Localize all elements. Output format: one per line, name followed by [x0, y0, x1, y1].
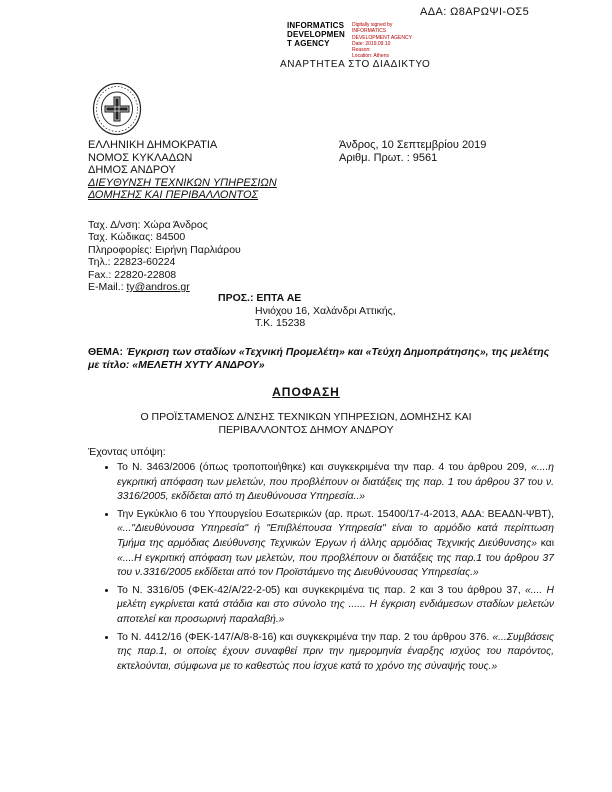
bullet-text-segment: Το Ν. 4412/16 (ΦΕΚ-147/Α/8-8-16) και συγκεκριμένα την παρ. 2 του άρθρου 376.	[117, 631, 493, 643]
legal-basis-section	[104, 461, 554, 677]
list-item	[117, 461, 554, 505]
decision-issuer-heading	[0, 411, 612, 436]
legal-basis-list	[104, 461, 554, 674]
place-date: Άνδρος, 10 Σεπτεμβρίου 2019	[339, 139, 487, 151]
stamp-signature-line: Date: 2019.09.10	[352, 40, 391, 47]
recipient-address-line: Τ.Κ. 15238	[255, 317, 306, 330]
contact-line: Πληροφορίες: Ειρήνη Παρλιάρου	[88, 243, 241, 256]
contact-details-block	[88, 219, 241, 293]
date-protocol-block	[339, 139, 486, 165]
contact-line: Τηλ.: 22823-60224	[88, 256, 176, 269]
authority-line: ΔΗΜΟΣ ΑΝΔΡΟΥ	[88, 164, 176, 177]
issuing-authority-block	[88, 139, 277, 202]
bullet-text-segment: Το Ν. 3316/05 (ΦΕΚ-42/Α/22-2-05) και συγκεκριμένα τις παρ. 2 και 3 του άρθρου 37,	[117, 584, 526, 596]
stamp-agency-line: DEVELOPMEN	[287, 29, 346, 39]
bullet-text-segment: «....Η εγκριτική απόφαση των μελετών, που προβλέπουν οι διατάξεις της παρ.1 του άρθρου 37 του ν.3316/2005 εκδίδεται από τον Προϊστάμενο της Διευθύνουσας Υπηρεσίας.»	[117, 552, 554, 579]
bullet-text-segment: «.... Η μελέτη εγκρίνεται κατά στάδια και στο σύνολο της ...... Η έγκριση ενδιάμεσων σταδίων μελετών αποτελεί και προσωρινή παραλαβή.»	[117, 584, 554, 625]
recipient-header	[218, 292, 396, 305]
list-item	[117, 508, 554, 581]
email-link[interactable]: ty@andros.gr	[126, 281, 190, 294]
bullet-text-segment: Το Ν. 3463/2006 (όπως τροποποιήθηκε) και συγκεκριμένα την παρ. 4 του άρθρου 209,	[117, 462, 532, 473]
bullet-text-segment: και	[540, 537, 554, 549]
bullet-text-segment: «...Συμβάσεις της παρ.1, οι οποίες έχουν συναφθεί πριν την ημερομηνία έναρξης ισχύος του παρόντος, εκτελούνται, σύμφωνα με το καθεστώς που ίσχυε κατά το χρόνο της σύναψής τους.»	[117, 631, 554, 672]
authority-line: ΝΟΜΟΣ ΚΥΚΛΑΔΩΝ	[88, 151, 193, 164]
stamp-signature-line: Location: Athens	[352, 53, 389, 60]
decision-title-text: ΑΠΟΦΑΣΗ	[272, 385, 340, 399]
greek-municipality-emblem-icon	[92, 82, 142, 136]
web-posting-notice: ΑΝΑΡΤΗΤΕΑ ΣΤΟ ΔΙΑΔΙΚΤΥΟ	[280, 59, 431, 70]
decision-title	[0, 385, 612, 399]
issuer-line: ΠΕΡΙΒΑΛΛΟΝΤΟΣ ΔΗΜΟΥ ΑΝΔΡΟΥ	[218, 423, 394, 436]
contact-line: Fax.: 22820-22808	[88, 268, 177, 281]
stamp-agency-line: T AGENCY	[287, 38, 330, 48]
authority-line: ΕΛΛΗΝΙΚΗ ΔΗΜΟΚΡΑΤΙΑ	[88, 139, 218, 151]
preamble-text: Έχοντας υπόψη:	[88, 446, 166, 458]
contact-line: Ταχ. Κώδικας: 84500	[88, 231, 186, 244]
stamp-signature-line: DEVELOPMENT AGENCY	[352, 34, 412, 41]
list-item	[117, 631, 554, 675]
recipient-name: ΕΠΤΑ ΑΕ	[256, 292, 302, 304]
stamp-signature-line: Reason:	[352, 47, 371, 53]
contact-line: Ταχ. Δ/νση: Χώρα Άνδρος	[88, 219, 208, 231]
email-label: E-Mail.:	[88, 281, 127, 294]
stamp-agency-line: INFORMATICS	[287, 21, 345, 30]
recipient-address-line: Ηνιόχου 16, Χαλάνδρι Αττικής,	[255, 304, 396, 317]
issuer-line: Ο ΠΡΟΪΣΤΑΜΕΝΟΣ Δ/ΝΣΗΣ ΤΕΧΝΙΚΩΝ ΥΠΗΡΕΣΙΩΝ, ΔΟΜΗΣΗΣ ΚΑΙ	[140, 411, 472, 423]
subject-label: ΘΕΜΑ:	[88, 346, 126, 358]
subject-block	[88, 346, 552, 372]
department-line: ΔΙΕΥΘΥΝΣΗ ΤΕΧΝΙΚΩΝ ΥΠΗΡΕΣΙΩΝ	[88, 176, 277, 189]
bullet-text-segment: «....η εγκριτική απόφαση των μελετών, που προβλέπουν οι διατάξεις της παρ. 1 του άρθρου 37 του ν. 3316/2005, εκδίδεται από τη Διευθύνουσα Υπηρεσία..»	[117, 462, 554, 503]
bullet-text-segment: «..."Διευθύνουσα Υπηρεσία" ή "Επιβλέπουσα Υπηρεσία" είναι το αρμόδιο κατά περίπτωση Τμήμα της αρμόδιας Διεύθυνσης Τεχνικών Έργων ή άλλης αρμόδιας Τεχνικής Διεύθυνσης»	[117, 523, 554, 549]
subject-text: Έγκριση των σταδίων «Τεχνική Προμελέτη» και «Τεύχη Δημοπράτησης», της μελέτης με τίτλο: «ΜΕΛΕΤΗ ΧΥΤΥ ΑΝΔΡΟΥ»	[88, 346, 550, 372]
stamp-signature-details	[352, 22, 412, 60]
digital-signature-stamp	[287, 22, 412, 60]
list-item	[117, 584, 554, 628]
department-line: ΔΟΜΗΣΗΣ ΚΑΙ ΠΕΡΙΒΑΛΛΟΝΤΟΣ	[88, 189, 259, 202]
stamp-signature-line: INFORMATICS	[352, 28, 387, 35]
bullet-text-segment: Την Εγκύκλιο 6 του Υπουργείου Εσωτερικών (αρ. πρωτ. 15400/17-4-2013, ΑΔΑ: ΒΕΑΔΝ-ΨΒΤ),	[117, 508, 554, 520]
stamp-agency-name	[287, 22, 345, 60]
protocol-number: Αριθμ. Πρωτ. : 9561	[339, 152, 438, 164]
recipient-block	[218, 292, 396, 330]
stamp-signature-line: Digitally signed by	[352, 22, 393, 28]
recipient-label: ΠΡΟΣ.:	[218, 292, 257, 304]
ada-code: ΑΔΑ: Ω8ΑΡΩΨΙ-ΟΣ5	[420, 6, 530, 18]
